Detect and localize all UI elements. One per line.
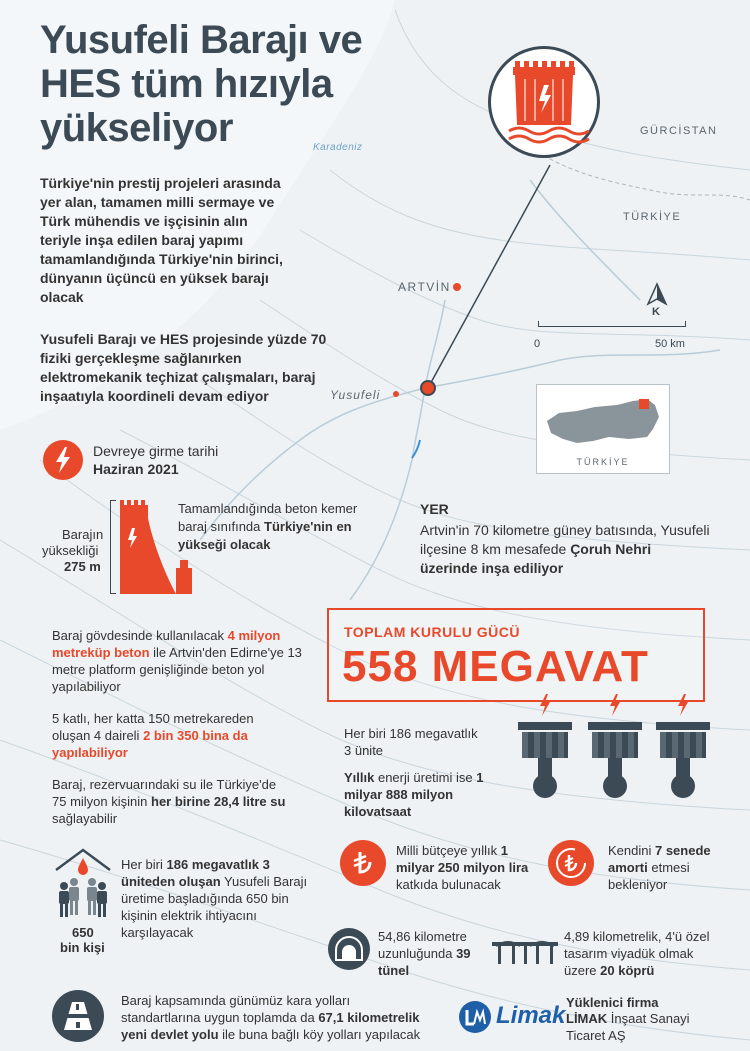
artvin-label: ARTVİN: [398, 280, 451, 294]
power-value: 558 MEGAVAT: [342, 642, 649, 691]
water-text: [52, 776, 292, 827]
annual-b: enerji üretimi ise: [374, 770, 477, 785]
concrete-text: [52, 627, 312, 695]
location-text: [420, 521, 710, 578]
refund-icon: [548, 840, 594, 886]
dam-circle: [488, 46, 600, 158]
concrete-b: 4 milyon metreküp beton: [52, 628, 281, 660]
limak-logo: [458, 998, 566, 1038]
roads-c: ile buna bağlı köy yolları yapılacak: [218, 1027, 421, 1042]
amortize-a: Kendini: [608, 843, 655, 858]
people-b: 186 megavatlık 3 üniteden oluşan: [121, 857, 270, 889]
buildings-text: [52, 710, 292, 761]
turbine-icon: [518, 694, 572, 798]
people-count-1: 650: [72, 925, 94, 940]
lightning-icon: [43, 440, 83, 480]
limak-logo-icon: [458, 1000, 492, 1034]
height-desc-b: Türkiye'nin en yükseği olacak: [178, 519, 352, 552]
tunnels-text: [378, 928, 488, 979]
buildings-b: 2 bin 350 bina da yapılabiliyor: [52, 728, 248, 760]
tunnels-a: 54,86 kilometre uzunluğunda: [378, 929, 467, 961]
intro-text: Türkiye'nin prestij projeleri arasında yer alan, tamamen milli sermaye ve Türk mühendis ve işçisinin alın teriyle inşa edilen baraj yapımı tamamlandığında Türkiye'nin birinci, dünyanın üçüncü en yüksek barajı olacak: [40, 175, 283, 305]
tunnel-icon: [328, 928, 370, 970]
north-label: K: [652, 306, 660, 318]
water-b: her birine 28,4 litre su: [151, 794, 286, 809]
inset-label: TÜRKİYE: [576, 457, 630, 467]
height-label-2: yüksekliği: [42, 543, 99, 558]
progress-text: Yusufeli Barajı ve HES projesinde yüzde 70 fiziki gerçekleşme sağlanırken elektromekanik teçhizat çalışmaları, baraj inşaatıyla koordineli devam ediyor: [40, 331, 327, 404]
annual-text: [344, 769, 494, 820]
yusufeli-marker: [393, 391, 399, 397]
roads-a: Baraj kapsamında günümüz kara yolları standartlarına uygun toplamda da: [121, 993, 351, 1025]
roads-text: [121, 992, 421, 1043]
scale-bar: [538, 321, 686, 327]
units-text: Her biri 186 megavatlık 3 ünite: [344, 726, 478, 758]
people-a: Her biri: [121, 857, 167, 872]
bridges-text: [564, 928, 714, 979]
buildings-a: 5 katlı, her katta 150 metrekareden oluşan 4 daireli: [52, 711, 254, 743]
bridges-b: 20 köprü: [600, 963, 655, 978]
water-a: Baraj, rezervuarındaki su ile Türkiye'de 75 milyon kişinin: [52, 777, 277, 809]
amortize-badge: [548, 840, 594, 886]
annual-a: Yıllık: [344, 770, 375, 785]
power-heading: TOPLAM KURULU GÜCÜ: [344, 624, 520, 640]
page-title: Yusufeli Barajı ve HES tüm hızıyla yükseliyor: [40, 18, 363, 150]
commissioning-date: Haziran 2021: [93, 461, 179, 477]
georgia-label: GÜRCİSTAN: [640, 125, 718, 137]
people-count-2: bin kişi: [60, 940, 105, 955]
contractor-name-a: LİMAK: [566, 1011, 608, 1026]
roads-b: 67,1 kilometrelik yeni devlet yolu: [121, 1010, 420, 1042]
height-label-1: Barajın: [62, 527, 104, 542]
height-bracket: [110, 500, 116, 594]
scale-start: 0: [534, 338, 541, 350]
bridges-a: 4,89 kilometrelik, 4'ü özel tasarım viyadük olmak üzere: [564, 929, 710, 978]
people-text: [121, 856, 321, 941]
height-value: 275 m: [64, 559, 101, 574]
limak-wordmark: Limak: [496, 1002, 566, 1029]
tunnel-badge: [328, 928, 370, 970]
concrete-c: ile Artvin'den Edirne'ye 13 metre platform genişliğinde beton yol yapılabiliyor: [52, 645, 302, 694]
water-c: sağlayabilir: [52, 811, 118, 826]
turkey-shape-icon: [537, 391, 669, 461]
concrete-a: Baraj gövdesinde kullanılacak: [52, 628, 228, 643]
people-c: Yusufeli Barajı üretime başladığında 650 bin kişinin elektrik ihtiyacını karşılayacak: [121, 874, 308, 940]
budget-c: katkıda bulunacak: [396, 877, 501, 892]
turkey-label: TÜRKİYE: [623, 211, 682, 223]
budget-a: Milli bütçeye yıllık: [396, 843, 501, 858]
road-icon: [52, 990, 104, 1042]
dam-icon: [491, 49, 597, 155]
north-arrow-icon: [646, 282, 668, 306]
height-description: [178, 500, 368, 554]
turbine-icon: [588, 694, 642, 798]
house-people-icon: [52, 846, 114, 920]
lira-badge: [340, 840, 386, 886]
yusufeli-label: Yusufeli: [330, 388, 381, 402]
scale-end: 50 km: [655, 338, 685, 350]
lightning-badge: [43, 440, 83, 480]
sea-label: Karadeniz: [313, 142, 363, 153]
lira-icon: [340, 840, 386, 886]
contractor-name-b: İnşaat Sanayi Ticaret AŞ: [566, 1011, 690, 1043]
turbine-icons: [508, 692, 718, 810]
location-text-b: Çoruh Nehri üzerinde inşa ediliyor: [420, 541, 652, 576]
height-desc-a: Tamamlandığında beton kemer baraj sınıfında: [178, 501, 358, 534]
location-text-a: Artvin'in 70 kilometre güney batısında, Yusufeli ilçesine 8 km mesafede: [420, 522, 710, 557]
tunnels-b: 39 tünel: [378, 946, 471, 978]
road-badge: [52, 990, 104, 1042]
amortize-c: etmesi bekleniyor: [608, 860, 690, 892]
inset-map: [536, 384, 670, 474]
amortize-text: [608, 842, 718, 893]
budget-text: [396, 842, 536, 893]
budget-b: 1 milyar 250 milyon lira: [396, 843, 529, 875]
turbine-icon: [656, 694, 710, 798]
bridge-icon: [490, 936, 560, 966]
contractor-name: [566, 1010, 716, 1044]
location-heading: YER: [420, 501, 449, 517]
annual-c: 1 milyar 888 milyon kilovatsaat: [344, 770, 484, 819]
contractor-label: Yüklenici firma: [566, 995, 659, 1010]
commissioning-label: Devreye girme tarihi: [93, 443, 219, 459]
amortize-b: 7 senede amorti: [608, 843, 711, 875]
